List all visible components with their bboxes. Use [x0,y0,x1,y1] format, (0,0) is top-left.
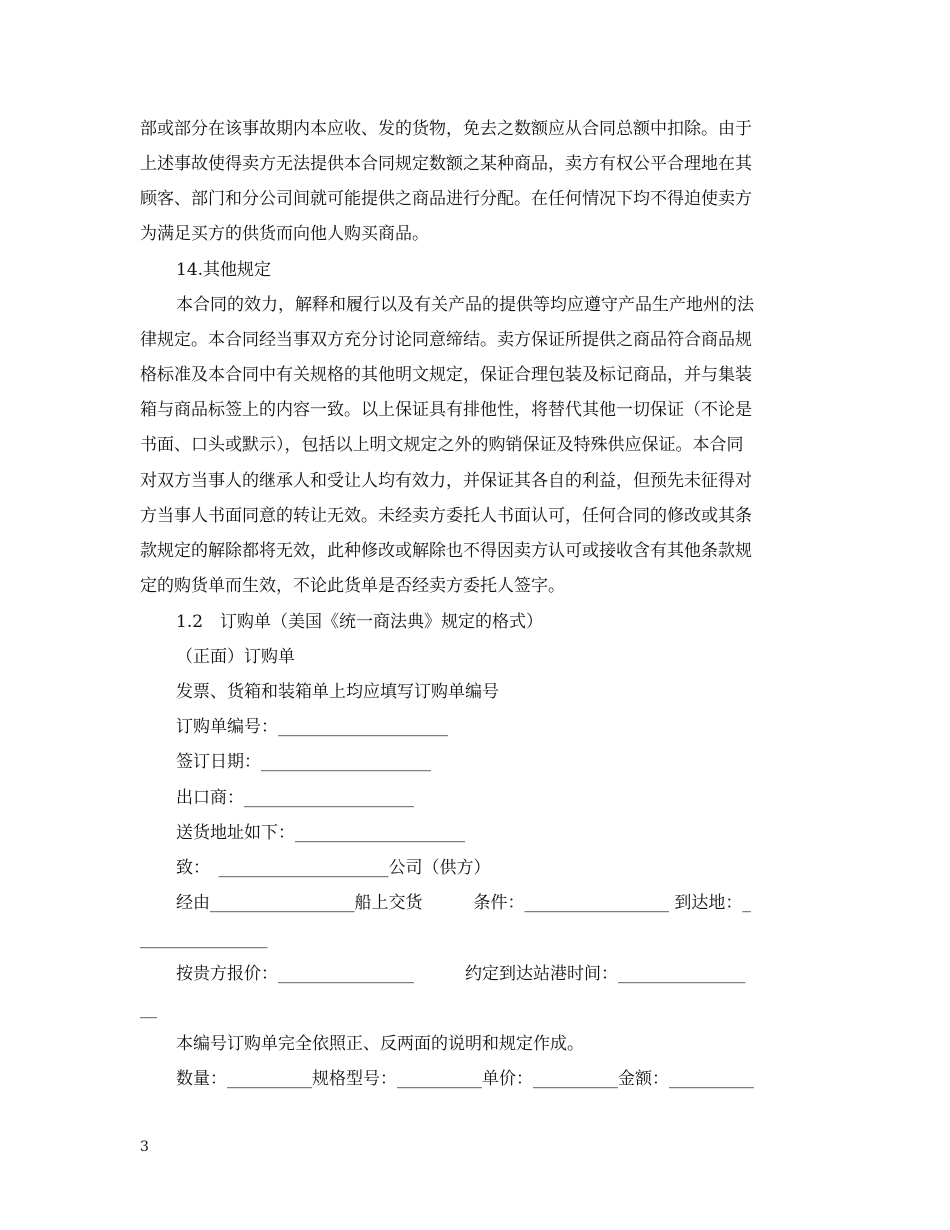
body-text-line: 部或部分在该事故期内本应收、发的货物，免去之数额应从合同总额中扣除。由于 [140,119,752,139]
quote-arrival-continuation: __ [140,999,157,1019]
order-number-field: 订购单编号：____________________ [176,717,448,737]
section-heading: 14.其他规定 [176,260,272,280]
delivery-address-field: 送货地址如下：____________________ [176,823,465,843]
body-text-line: 方当事人书面同意的转让无效。未经卖方委托人书面认可，任何合同的修改或其条 [140,506,752,526]
form-statement: 本编号订购单完全依照正、反两面的说明和规定作成。 [176,1034,584,1054]
shipping-terms-continuation: _______________ [140,929,268,949]
body-text-line: 书面、口头或默示），包括以上明文规定之外的购销保证及特殊供应保证。本合同 [140,435,744,455]
body-text-line: 律规定。本合同经当事双方充分讨论同意缔结。卖方保证所提供之商品符合商品规 [140,330,752,350]
exporter-field: 出口商：____________________ [176,788,414,808]
form-note: 发票、货箱和装箱单上均应填写订购单编号 [176,682,499,702]
body-text-line: 格标准及本合同中有关规格的其他明文规定，保证合理包装及标记商品，并与集装 [140,365,752,385]
body-text-line: 上述事故使得卖方无法提供本合同规定数额之某种商品，卖方有权公平合理地在其 [140,154,752,174]
section-heading: 1.2 订购单（美国《统一商法典》规定的格式） [176,612,544,632]
sign-date-field: 签订日期：____________________ [176,752,431,772]
to-supplier-field: 致： ____________________公司（供方） [176,858,491,878]
body-text-line: 定的购货单而生效，不论此货单是否经卖方委托人签字。 [140,576,565,596]
body-text-line: 款规定的解除都将无效，此种修改或解除也不得因卖方认可或接收含有其他条款规 [140,541,752,561]
body-text-line: 对双方当事人的继承人和受让人均有效力，并保证其各自的利益，但预先未征得对 [140,471,752,491]
shipping-terms-field: 经由_________________船上交货 条件：_________________ 到达地：_ [176,893,751,913]
body-text-line: 顾客、部门和分公司间就可能提供之商品进行分配。在任何情况下均不得迫使卖方 [140,189,752,209]
body-text-line: 为满足买方的供货而向他人购买商品。 [140,224,429,244]
form-title: （正面）订购单 [176,647,295,667]
body-text-line: 本合同的效力，解释和履行以及有关产品的提供等均应遵守产品生产地州的法 [176,295,754,315]
body-text-line: 箱与商品标签上的内容一致。以上保证具有排他性，将替代其他一切保证（不论是 [140,400,752,420]
page-number: 3 [140,1139,149,1155]
quote-arrival-field: 按贵方报价：________________ 约定到达站港时间：_______________ [176,964,746,984]
quantity-price-field: 数量：__________规格型号：__________单价：__________金额：__________ [176,1069,754,1089]
